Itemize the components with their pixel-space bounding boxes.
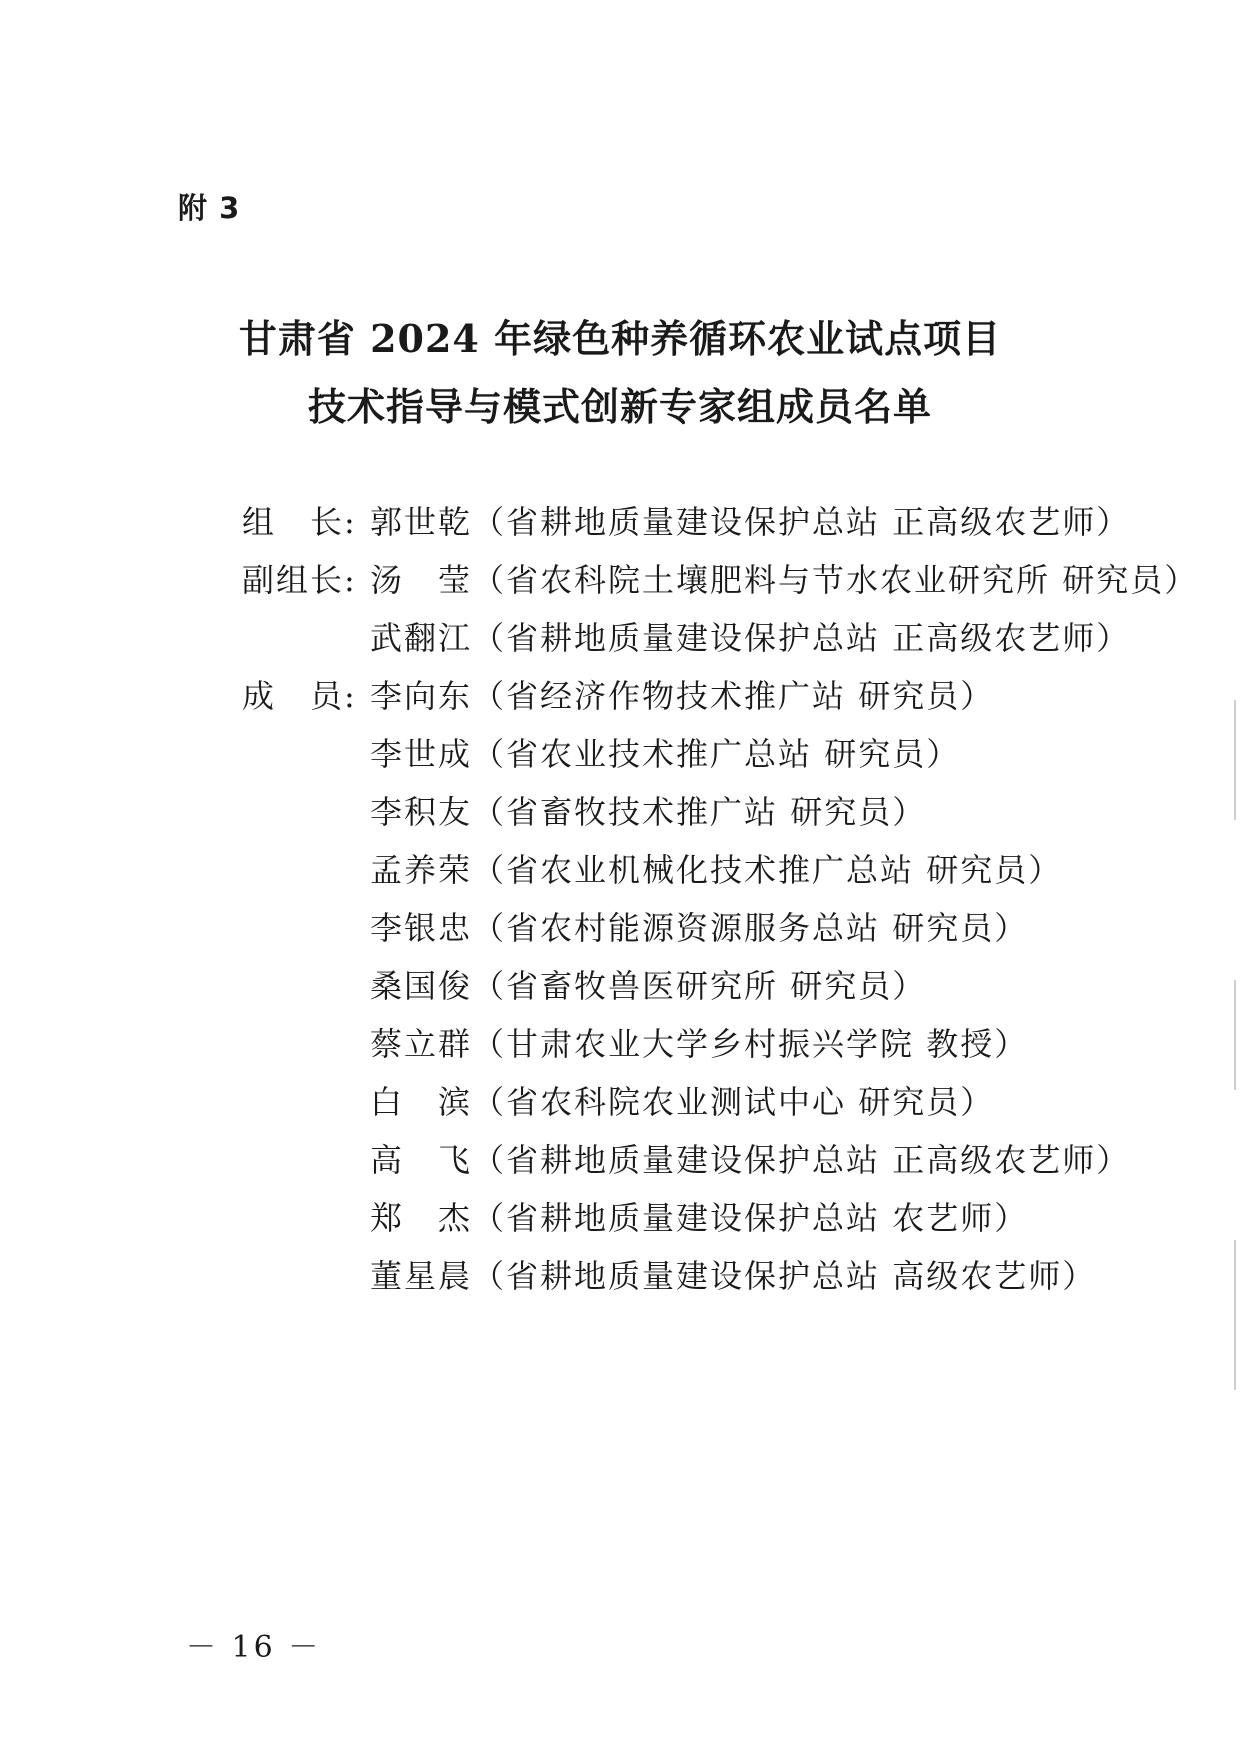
member-entry xyxy=(370,848,1062,892)
member-affiliation: （省农科院土壤肥料与节水农业研究所 研究员） xyxy=(472,561,1199,599)
member-affiliation: （省耕地质量建设保护总站 正高级农艺师） xyxy=(472,619,1131,657)
member-name: 李世成 xyxy=(370,735,473,773)
member-entry xyxy=(370,674,994,718)
document-title-line-2: 技术指导与模式创新专家组成员名单 xyxy=(307,384,932,429)
member-entry xyxy=(370,616,1130,660)
document-title-line-1: 甘肃省 2024 年绿色种养循环农业试点项目 xyxy=(238,316,1002,361)
member-affiliation: （省农科院农业测试中心 研究员） xyxy=(472,1083,995,1121)
member-affiliation: （省农业技术推广总站 研究员） xyxy=(472,735,961,773)
member-name: 高 飞 xyxy=(370,1141,473,1179)
member-name: 李积友 xyxy=(370,793,473,831)
member-name: 李向东 xyxy=(370,677,473,715)
attachment-label: 附 3 xyxy=(178,191,241,225)
scan-edge-mark xyxy=(1234,700,1236,820)
member-name: 李银忠 xyxy=(370,909,473,947)
member-affiliation: （省农村能源资源服务总站 研究员） xyxy=(472,909,1029,947)
scan-edge-mark xyxy=(1234,1240,1236,1390)
member-role: 成 员: xyxy=(242,677,357,715)
member-name: 蔡立群 xyxy=(370,1025,473,1063)
member-affiliation: （省耕地质量建设保护总站 正高级农艺师） xyxy=(472,503,1131,541)
member-name: 郭世乾 xyxy=(370,503,473,541)
member-entry xyxy=(370,1196,1028,1240)
member-entry xyxy=(370,790,926,834)
member-entry xyxy=(370,558,1198,602)
page-number: － 16 － xyxy=(186,1630,322,1665)
member-entry xyxy=(370,964,926,1008)
member-entry xyxy=(370,500,1130,544)
member-entry xyxy=(370,1022,1028,1066)
member-affiliation: （省耕地质量建设保护总站 农艺师） xyxy=(472,1199,1029,1237)
member-name: 白 滨 xyxy=(370,1083,473,1121)
member-affiliation: （省农业机械化技术推广总站 研究员） xyxy=(472,851,1063,889)
member-name: 郑 杰 xyxy=(370,1199,473,1237)
member-name: 董星晨 xyxy=(370,1257,473,1295)
member-name: 孟养荣 xyxy=(370,851,473,889)
member-entry xyxy=(370,1080,994,1124)
member-role: 副组长: xyxy=(242,561,357,599)
member-entry xyxy=(370,1138,1130,1182)
member-affiliation: （省耕地质量建设保护总站 高级农艺师） xyxy=(472,1257,1097,1295)
member-affiliation: （省畜牧技术推广站 研究员） xyxy=(472,793,927,831)
member-affiliation: （甘肃农业大学乡村振兴学院 教授） xyxy=(472,1025,1029,1063)
member-role: 组 长: xyxy=(242,503,357,541)
member-affiliation: （省畜牧兽医研究所 研究员） xyxy=(472,967,927,1005)
member-affiliation: （省经济作物技术推广站 研究员） xyxy=(472,677,995,715)
member-affiliation: （省耕地质量建设保护总站 正高级农艺师） xyxy=(472,1141,1131,1179)
member-entry xyxy=(370,906,1028,950)
scan-edge-mark xyxy=(1234,980,1236,1090)
member-name: 武翻江 xyxy=(370,619,473,657)
member-entry xyxy=(370,732,960,776)
member-name: 汤 莹 xyxy=(370,561,473,599)
member-name: 桑国俊 xyxy=(370,967,473,1005)
member-entry xyxy=(370,1254,1096,1298)
